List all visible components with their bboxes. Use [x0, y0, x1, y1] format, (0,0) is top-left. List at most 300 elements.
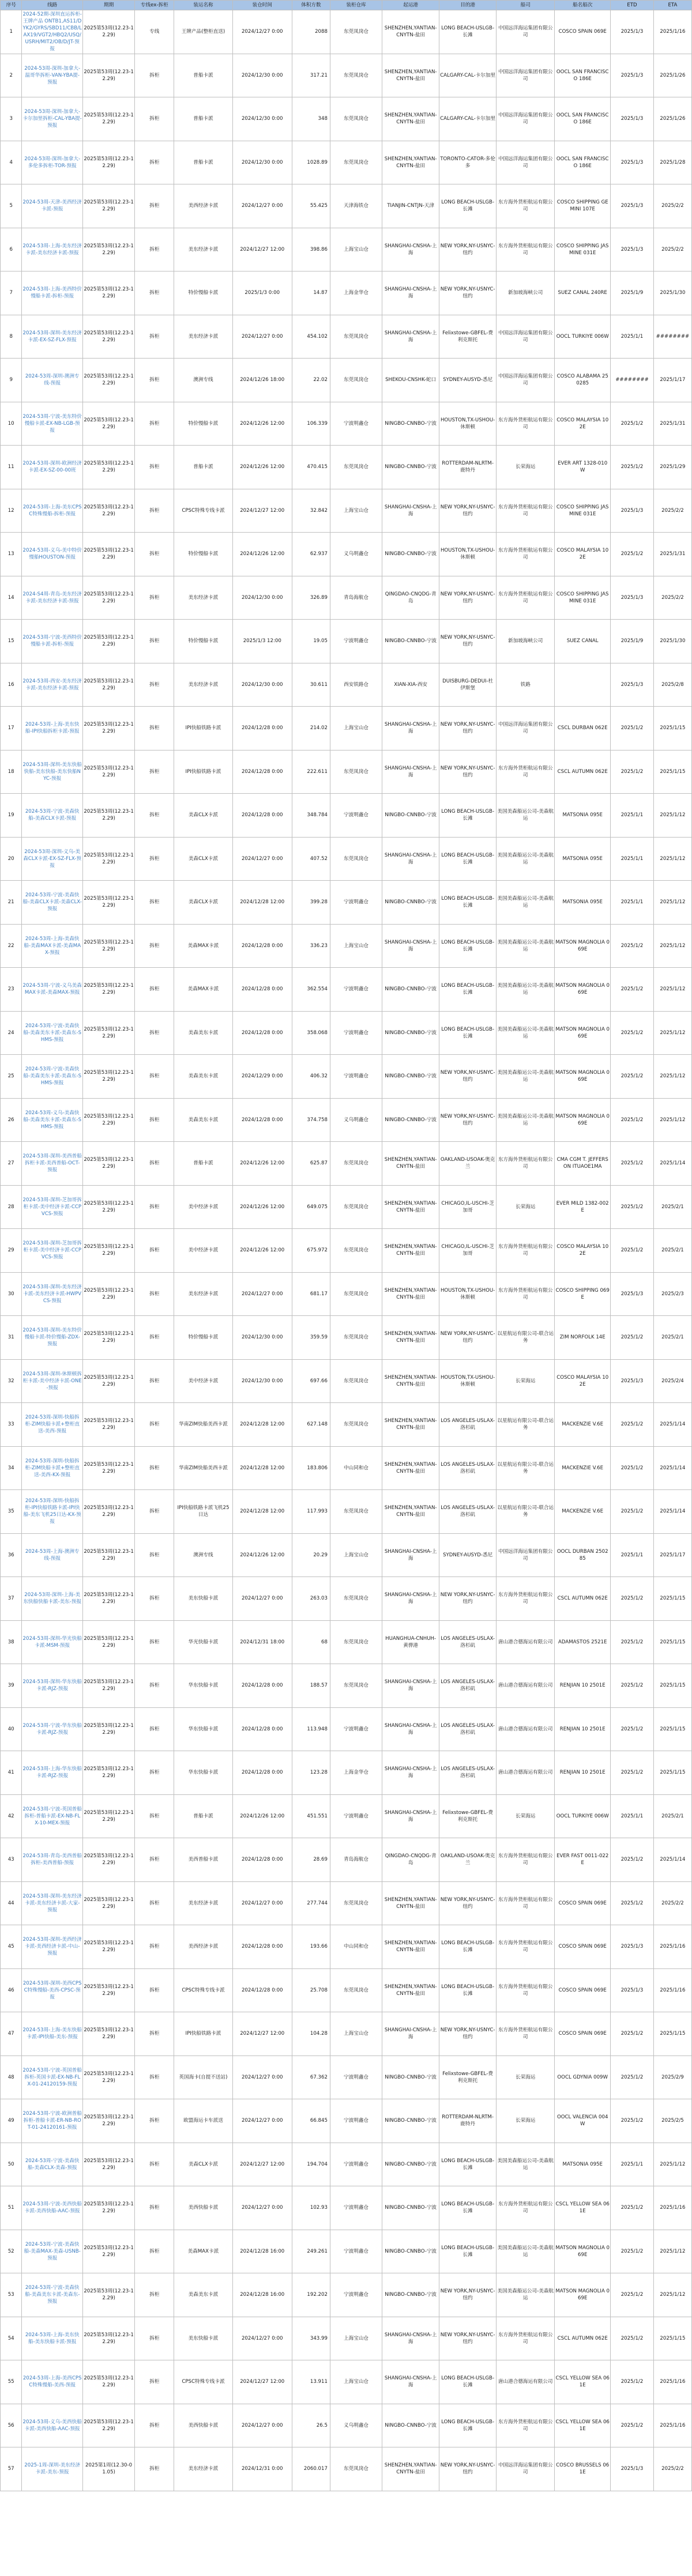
- col-service-cell: [174, 1272, 232, 1316]
- col-pol-cell: [382, 1403, 439, 1447]
- col-service-cell: [174, 1968, 232, 2012]
- col-route-cell[interactable]: [22, 1098, 83, 1142]
- col-route-cell[interactable]: [22, 359, 83, 402]
- col-route-cell[interactable]: [22, 2099, 83, 2143]
- col-volume-cell: [292, 1968, 330, 2012]
- col-pod-cell: [439, 141, 497, 184]
- col-route-cell[interactable]: [22, 1707, 83, 1751]
- col-pod-cell: [439, 1577, 497, 1621]
- col-warehouse-text: 东莞凤岗仓: [344, 377, 369, 383]
- col-route-text: 2024-53周-深圳-芝加哥拆柜卡派-美中经济卡派-CCPVCS-预报: [22, 1197, 82, 1217]
- col-vessel-text: OOCL TURKIYE 006W: [556, 333, 609, 340]
- col-vessel-cell: [555, 271, 611, 315]
- col-vessel-text: SUEZ CANAL: [566, 638, 599, 644]
- col-route-cell[interactable]: [22, 1011, 83, 1055]
- col-period-cell: [82, 2404, 134, 2447]
- col-service-text: 美森美东卡派: [188, 1073, 219, 1080]
- col-service-cell: [174, 1446, 232, 1490]
- col-index-cell: [1, 968, 22, 1012]
- col-index-cell: [1, 794, 22, 838]
- col-pol-text: SHANGHAI-CNSHA-上海: [384, 1809, 437, 1823]
- table-row: [1, 1881, 692, 1925]
- col-pol-cell: [382, 2230, 439, 2273]
- col-type-text: 拆柜: [149, 2074, 160, 2080]
- col-route-cell[interactable]: [22, 533, 83, 576]
- col-service-cell: [174, 837, 232, 881]
- col-warehouse-text: 上海宝山仓: [344, 942, 369, 949]
- col-route-cell[interactable]: [22, 2404, 83, 2447]
- col-service-text: 普船卡派: [193, 159, 213, 165]
- col-index-text: 49: [7, 2118, 14, 2124]
- col-route-cell[interactable]: [22, 489, 83, 533]
- col-pol-text: SHENZHEN,YANTIAN-CNYTN-盐田: [384, 1461, 437, 1474]
- col-eta-cell: [653, 2099, 691, 2143]
- col-vessel-cell: [555, 1142, 611, 1186]
- table-row: [1, 1316, 692, 1360]
- col-pod-cell: [439, 2099, 497, 2143]
- col-pol-cell: [382, 1229, 439, 1273]
- col-type-cell: [135, 837, 174, 881]
- col-service-cell: [174, 1751, 232, 1795]
- col-route-cell[interactable]: [22, 271, 83, 315]
- col-period-text: 2025第53周(12.23-12.29): [84, 1287, 134, 1300]
- col-etd-cell: [611, 1533, 654, 1577]
- col-load-time-text: 2024/12/31 18:00: [240, 1639, 285, 1645]
- col-etd-text: ########: [615, 377, 649, 383]
- col-period-text: 2025第53周(12.23-12.29): [84, 896, 134, 909]
- col-index-cell: [1, 2404, 22, 2447]
- col-etd-text: 2025/1/2: [620, 1160, 644, 1167]
- table-row: [1, 1838, 692, 1882]
- col-period-cell: [82, 184, 134, 228]
- col-route-cell[interactable]: [22, 10, 83, 54]
- col-eta-cell: [653, 837, 691, 881]
- col-volume-cell: [292, 2230, 330, 2273]
- col-route-cell[interactable]: [22, 1751, 83, 1795]
- col-index-cell: [1, 2317, 22, 2360]
- col-warehouse-cell: [330, 620, 382, 663]
- col-pod-text: ROTTERDAM-NLRTM-鹿特丹: [442, 461, 494, 474]
- col-route-cell[interactable]: [22, 663, 83, 707]
- col-type-cell: [135, 750, 174, 794]
- col-type-text: 拆柜: [149, 2335, 160, 2341]
- col-route-cell[interactable]: [22, 1925, 83, 1969]
- col-eta-cell: [653, 1229, 691, 1273]
- col-index-cell: [1, 2230, 22, 2273]
- col-route-cell[interactable]: [22, 228, 83, 271]
- col-route-cell[interactable]: [22, 2317, 83, 2360]
- col-warehouse-cell: [330, 881, 382, 925]
- col-period-cell: [82, 1229, 134, 1273]
- col-pod-text: Felixstowe-GBFEL-费利克斯托: [442, 330, 493, 343]
- col-volume-text: 399.28: [310, 899, 328, 906]
- col-warehouse-text: 东莞凤岗仓: [344, 159, 369, 165]
- col-load-time-cell: [232, 1707, 292, 1751]
- col-route-cell[interactable]: [22, 2230, 83, 2273]
- col-eta-text: 2025/1/26: [660, 116, 686, 122]
- col-vessel-cell: [555, 924, 611, 968]
- table-row: [1, 2360, 692, 2404]
- col-service-cell: [174, 1838, 232, 1882]
- col-pol-cell: [382, 2404, 439, 2447]
- col-route-cell[interactable]: [22, 1403, 83, 1447]
- col-route-cell[interactable]: [22, 2186, 83, 2230]
- col-index-cell: [1, 620, 22, 663]
- col-route-cell[interactable]: [22, 1620, 83, 1664]
- col-pod-cell: [439, 1794, 497, 1838]
- col-route-text: 2024-53周-宁波-美森快船-美森MAX-美森-USNB-预报: [24, 2241, 81, 2261]
- col-carrier-cell: [497, 1011, 555, 1055]
- col-eta-cell: [653, 1533, 691, 1577]
- col-pod-text: HOUSTON,TX-USHOU-休斯顿: [440, 417, 495, 430]
- col-route-cell[interactable]: [22, 1838, 83, 1882]
- col-route-cell[interactable]: [22, 1055, 83, 1099]
- col-vessel-cell: [555, 533, 611, 576]
- col-eta-cell: [653, 184, 691, 228]
- col-index-text: 21: [7, 899, 14, 906]
- col-pod-text: OAKLAND-USOAK-奥克兰: [440, 1157, 495, 1170]
- col-pol-cell: [382, 271, 439, 315]
- col-route-cell[interactable]: [22, 1533, 83, 1577]
- col-service-cell: [174, 402, 232, 446]
- col-volume-text: 681.17: [310, 1291, 328, 1297]
- col-route-cell[interactable]: [22, 1142, 83, 1186]
- col-carrier-text: 东方海外货柜航运有限公司: [498, 1287, 553, 1300]
- col-pod-text: NEW YORK,NY-USNYC-纽约: [440, 1331, 495, 1344]
- col-load-time-cell: [232, 315, 292, 359]
- col-service-text: 美西经济卡派: [188, 1944, 219, 1950]
- col-type-cell: [135, 1968, 174, 2012]
- col-pod-text: NEW YORK,NY-USNYC-纽约: [440, 243, 495, 256]
- col-pol-text: TIANJIN-CNTJN-天津: [387, 203, 434, 209]
- col-carrier-cell: [497, 663, 555, 707]
- col-volume-text: 32.842: [310, 507, 328, 514]
- col-vessel-cell: [555, 1229, 611, 1273]
- col-service-text: 王牌产品(整柜直送): [181, 29, 225, 35]
- col-warehouse-text: 东莞凤岗仓: [344, 29, 369, 35]
- col-vessel-cell: [555, 2099, 611, 2143]
- col-pol-cell: [382, 576, 439, 620]
- col-index-cell: [1, 141, 22, 184]
- col-route-cell[interactable]: [22, 1664, 83, 1708]
- col-carrier-text: 东方海外货柜航运有限公司: [498, 1244, 553, 1257]
- table-row: [1, 837, 692, 881]
- col-pod-cell: [439, 1707, 497, 1751]
- col-route-text: 2024-53周-深圳-美东经济卡派-美东经济卡派-HWPVCS-预报: [22, 1284, 82, 1304]
- col-carrier-text: 东方海外货柜航运有限公司: [498, 548, 553, 561]
- col-index-cell: [1, 1838, 22, 1882]
- col-pod-text: NEW YORK,NY-USNYC-纽约: [440, 635, 495, 648]
- col-pol-cell: [382, 533, 439, 576]
- col-vessel-cell: [555, 1011, 611, 1055]
- col-carrier-cell: [497, 97, 555, 141]
- col-route-text: 2024-S4周-青岛-美东经济卡派-美东经济卡派-预报: [22, 591, 82, 604]
- col-etd-cell: [611, 2143, 654, 2186]
- col-route-cell[interactable]: [22, 1229, 83, 1273]
- col-type-cell: [135, 1707, 174, 1751]
- col-volume-text: 451.551: [307, 1813, 328, 1819]
- col-type-text: 拆柜: [149, 116, 160, 122]
- col-load-time-cell: [232, 707, 292, 750]
- col-service-cell: [174, 1185, 232, 1229]
- col-type-text: 拆柜: [149, 2466, 160, 2472]
- col-route-cell[interactable]: [22, 1881, 83, 1925]
- col-carrier-cell: [497, 2273, 555, 2317]
- col-route-cell[interactable]: [22, 881, 83, 925]
- col-load-time-cell: [232, 2447, 292, 2491]
- col-pol-text: SHANGHAI-CNSHA-上海: [384, 1592, 437, 1605]
- col-period-text: 2025第53周(12.23-12.29): [84, 2027, 134, 2041]
- col-service-text: 美西快船卡派: [188, 2205, 219, 2211]
- col-period-text: 2025第53周(12.23-12.29): [84, 330, 134, 343]
- table-row: [1, 1577, 692, 1621]
- col-pod-text: LONG BEACH-USLGB-长滩: [441, 1026, 495, 1039]
- col-service-cell: [174, 1490, 232, 1534]
- col-route-text: 2024-53周-深圳-芝加哥拆柜卡派-美中经济卡派-CCPVCS-预报: [22, 1240, 82, 1261]
- col-service-text: 华光快船卡派: [188, 1639, 219, 1645]
- col-eta-text: 2025/2/8: [661, 681, 684, 688]
- col-carrier-text: 以星航运有限公司-联合运务: [497, 1331, 554, 1344]
- col-load-time-cell: [232, 663, 292, 707]
- col-eta-cell: [653, 1577, 691, 1621]
- col-pol-text: NINGBO-CNNBO-宁波: [385, 420, 437, 427]
- col-carrier-cell: [497, 707, 555, 750]
- col-route-cell[interactable]: [22, 750, 83, 794]
- col-volume-cell: [292, 620, 330, 663]
- col-pod-text: LONG BEACH-USLGB-长滩: [441, 2158, 495, 2171]
- col-vessel-cell: [555, 576, 611, 620]
- col-route-header: 线路: [22, 1, 83, 10]
- col-period-cell: [82, 837, 134, 881]
- col-pod-text: LONG BEACH-USLGB-长滩: [441, 199, 495, 213]
- col-route-text: 2024-53周-深圳-休斯顿拆柜卡派-美中经济卡派-ONE-预报: [22, 1371, 82, 1391]
- col-route-cell[interactable]: [22, 1185, 83, 1229]
- col-route-cell[interactable]: [22, 54, 83, 97]
- col-load-time-text: 2024/12/27 12:00: [240, 2161, 285, 2167]
- col-pod-cell: [439, 1272, 497, 1316]
- col-eta-cell: [653, 141, 691, 184]
- col-route-cell[interactable]: [22, 576, 83, 620]
- col-pol-text: NINGBO-CNNBO-宁波: [385, 1117, 437, 1123]
- table-row: [1, 1229, 692, 1273]
- col-route-cell[interactable]: [22, 837, 83, 881]
- col-pol-text: SHENZHEN,YANTIAN-CNYTN-盐田: [384, 1244, 437, 1257]
- col-vessel-text: COSCO SPAIN 069E: [558, 29, 607, 35]
- col-load-time-cell: [232, 489, 292, 533]
- col-type-text: 拆柜: [149, 1508, 160, 1515]
- col-pod-cell: [439, 1011, 497, 1055]
- col-period-text: 2025第53周(12.23-12.29): [84, 852, 134, 865]
- col-type-text: 拆柜: [149, 855, 160, 862]
- col-eta-cell: [653, 2360, 691, 2404]
- col-warehouse-text: 义乌明鑫仓: [344, 551, 369, 557]
- col-period-cell: [82, 968, 134, 1012]
- col-route-cell[interactable]: [22, 2012, 83, 2056]
- col-route-text: 2024-53周-深圳-华光快船卡派-MSM-预报: [22, 1635, 82, 1649]
- col-route-cell[interactable]: [22, 2273, 83, 2317]
- col-etd-cell: [611, 1098, 654, 1142]
- col-route-cell[interactable]: [22, 1272, 83, 1316]
- col-pol-cell: [382, 1011, 439, 1055]
- col-load-time-cell: [232, 2055, 292, 2099]
- col-period-text: 2025第53周(12.23-12.29): [84, 1896, 134, 1910]
- col-pol-text: NINGBO-CNNBO-宁波: [385, 899, 437, 906]
- col-route-cell[interactable]: [22, 1794, 83, 1838]
- col-warehouse-cell: [330, 1533, 382, 1577]
- col-route-cell[interactable]: [22, 1446, 83, 1490]
- col-service-text: 美中经济卡派: [188, 1378, 219, 1384]
- col-period-cell: [82, 1359, 134, 1403]
- col-index-text: 11: [7, 464, 14, 470]
- col-route-cell[interactable]: [22, 1359, 83, 1403]
- table-row: [1, 2273, 692, 2317]
- col-etd-cell: [611, 1751, 654, 1795]
- col-route-text: 2024-53周-深圳-加拿大-卡尔加里拆柜-CAL-YBA提-预报: [22, 109, 82, 129]
- col-pol-cell: [382, 924, 439, 968]
- col-eta-cell: [653, 1707, 691, 1751]
- col-warehouse-cell: [330, 446, 382, 489]
- col-index-text: 39: [7, 1683, 14, 1689]
- col-eta-text: 2025/1/31: [660, 551, 686, 557]
- col-route-cell[interactable]: [22, 2143, 83, 2186]
- col-eta-cell: [653, 402, 691, 446]
- col-type-text: 拆柜: [149, 1378, 160, 1384]
- col-route-cell[interactable]: [22, 141, 83, 184]
- col-load-time-text: 2024/12/30 0:00: [241, 594, 283, 601]
- col-pod-cell: [439, 446, 497, 489]
- col-type-cell: [135, 97, 174, 141]
- col-vessel-text: MATSONIA 095E: [562, 855, 603, 862]
- col-load-time-cell: [232, 1838, 292, 1882]
- col-period-text: 2025第53周(12.23-12.29): [84, 2070, 134, 2084]
- col-load-time-text: 2024/12/30 0:00: [241, 116, 283, 122]
- col-service-cell: [174, 446, 232, 489]
- col-type-text: 拆柜: [149, 246, 160, 252]
- col-etd-cell: [611, 1229, 654, 1273]
- col-pol-text: SHENZHEN,YANTIAN-CNYTN-盐田: [384, 1505, 437, 1518]
- col-carrier-cell: [497, 533, 555, 576]
- col-service-cell: [174, 1881, 232, 1925]
- col-type-cell: [135, 2099, 174, 2143]
- col-carrier-text: 长荣海运: [516, 2118, 536, 2124]
- col-etd-cell: [611, 2099, 654, 2143]
- col-type-cell: [135, 228, 174, 271]
- col-carrier-cell: [497, 2317, 555, 2360]
- col-route-text: 2024-53周-宁波-美西特价慢船卡派-拆柜-预报: [22, 635, 82, 648]
- col-warehouse-text: 东莞凤岗仓: [344, 464, 369, 470]
- col-load-time-text: 2024/12/27 0:00: [241, 2118, 283, 2124]
- col-volume-cell: [292, 1403, 330, 1447]
- col-period-text: 2025第53周(12.23-12.29): [84, 243, 134, 256]
- col-route-cell[interactable]: [22, 2447, 83, 2491]
- col-pol-text: NINGBO-CNNBO-宁波: [385, 1029, 437, 1036]
- col-etd-text: 2025/1/2: [620, 2031, 644, 2037]
- col-index-cell: [1, 2360, 22, 2404]
- col-etd-cell: [611, 794, 654, 838]
- col-route-cell[interactable]: [22, 707, 83, 750]
- col-vessel-text: COSCO MALAYSIA 102E: [556, 1374, 609, 1387]
- col-warehouse-text: 东莞凤岗仓: [344, 116, 369, 122]
- table-row: [1, 1055, 692, 1099]
- col-warehouse-text: 上海金华仓: [344, 290, 369, 296]
- col-route-cell[interactable]: [22, 2055, 83, 2099]
- col-service-text: 美森美东卡派: [188, 1029, 219, 1036]
- col-type-cell: [135, 54, 174, 97]
- col-pod-cell: [439, 1881, 497, 1925]
- col-pod-cell: [439, 1142, 497, 1186]
- col-service-text: CPSC特殊专线卡派: [182, 507, 225, 514]
- col-carrier-text: 美国美森船运公司-美森航运: [497, 2288, 554, 2302]
- col-type-text: 拆柜: [149, 1987, 160, 1993]
- col-pol-cell: [382, 228, 439, 271]
- table-row: [1, 1620, 692, 1664]
- col-route-cell[interactable]: [22, 620, 83, 663]
- col-period-text: 2025第53周(12.23-12.29): [84, 1592, 134, 1605]
- col-route-cell[interactable]: [22, 446, 83, 489]
- table-row: [1, 968, 692, 1012]
- col-type-cell: [135, 489, 174, 533]
- col-volume-text: 19.05: [313, 638, 328, 644]
- col-service-cell: [174, 707, 232, 750]
- col-period-text: 2025第53周(12.23-12.29): [84, 548, 134, 561]
- col-route-cell[interactable]: [22, 1577, 83, 1621]
- col-vessel-text: CSCL YELLOW SEA 061E: [555, 2419, 610, 2432]
- col-index-cell: [1, 2447, 22, 2491]
- col-vessel-cell: [555, 141, 611, 184]
- col-etd-cell: [611, 228, 654, 271]
- col-pol-text: NINGBO-CNNBO-宁波: [385, 2248, 437, 2254]
- col-type-text: 拆柜: [149, 1596, 160, 1602]
- col-eta-cell: [653, 1794, 691, 1838]
- col-route-cell[interactable]: [22, 1316, 83, 1360]
- col-route-cell[interactable]: [22, 97, 83, 141]
- col-index-cell: [1, 1707, 22, 1751]
- col-route-cell[interactable]: [22, 2360, 83, 2404]
- col-index-cell: [1, 1925, 22, 1969]
- col-carrier-cell: [497, 620, 555, 663]
- col-route-cell[interactable]: [22, 1490, 83, 1534]
- col-index-text: 43: [7, 1857, 14, 1863]
- col-volume-cell: [292, 1925, 330, 1969]
- col-service-text: 华东快船卡派: [188, 1683, 219, 1689]
- col-route-cell[interactable]: [22, 924, 83, 968]
- col-service-cell: [174, 2404, 232, 2447]
- col-route-cell[interactable]: [22, 794, 83, 838]
- col-period-cell: [82, 2012, 134, 2056]
- col-route-cell[interactable]: [22, 184, 83, 228]
- col-route-text: 2024-53周-西安-美东经济卡派-美东经济卡派-预报: [22, 678, 82, 691]
- col-type-text: 拆柜: [149, 1552, 160, 1558]
- col-volume-text: 326.89: [310, 594, 328, 601]
- col-route-cell[interactable]: [22, 968, 83, 1012]
- col-period-cell: [82, 533, 134, 576]
- col-carrier-text: 东方海外货柜航运有限公司: [498, 1592, 553, 1605]
- col-route-cell[interactable]: [22, 1968, 83, 2012]
- table-row: [1, 1925, 692, 1969]
- col-load-time-text: 2024/12/27 0:00: [241, 2335, 283, 2341]
- col-etd-cell: [611, 1011, 654, 1055]
- col-index-text: 44: [7, 1900, 14, 1906]
- col-route-cell[interactable]: [22, 315, 83, 359]
- col-pol-text: SHANGHAI-CNSHA-上海: [384, 939, 437, 952]
- col-route-text: 2024-53周-深圳-加拿大-多伦多拆柜-TOR-预报: [24, 156, 81, 169]
- col-warehouse-cell: [330, 315, 382, 359]
- col-type-text: 拆柜: [149, 2422, 160, 2428]
- col-route-cell[interactable]: [22, 402, 83, 446]
- col-service-text: 华南ZIM快船美西卡派: [179, 1465, 228, 1471]
- col-volume-cell: [292, 1881, 330, 1925]
- col-pod-text: Felixstowe-GBFEL-费利克斯托: [442, 1809, 493, 1823]
